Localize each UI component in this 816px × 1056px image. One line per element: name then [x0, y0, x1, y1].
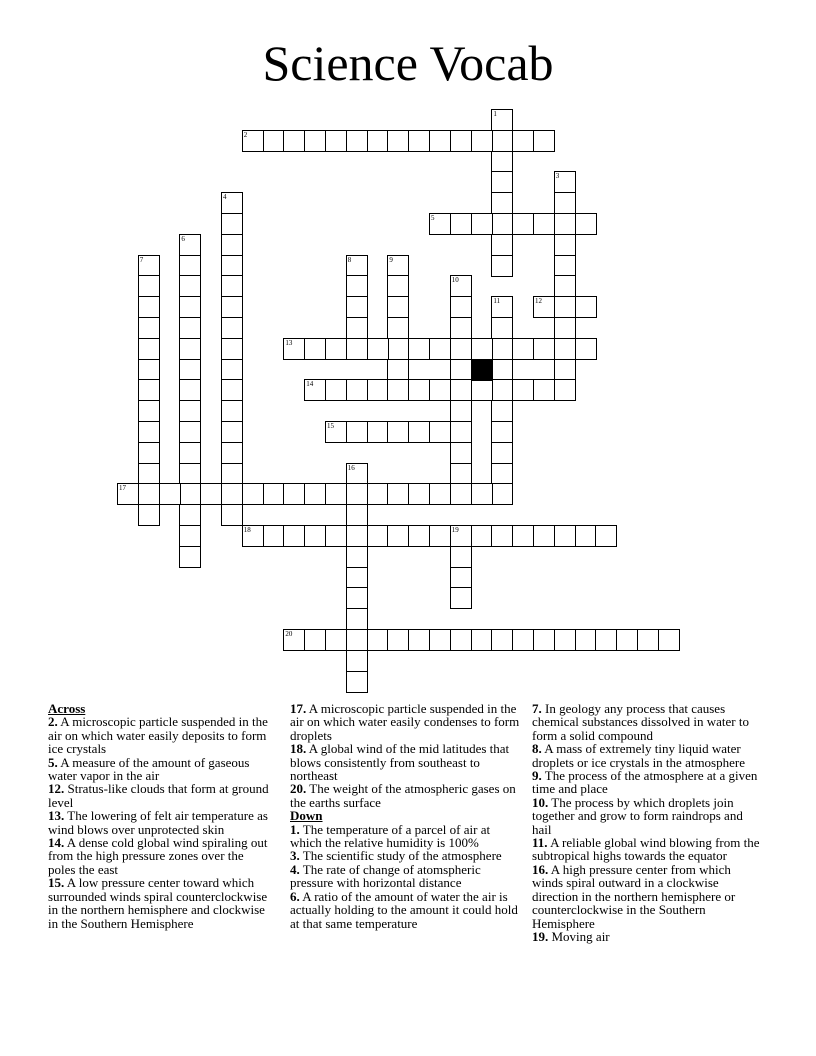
grid-cell[interactable]: [533, 296, 555, 318]
grid-cell[interactable]: [575, 629, 597, 651]
cell-number: 3: [555, 172, 560, 181]
grid-cell[interactable]: [221, 338, 243, 360]
clue-across-17: 17. A microscopic particle suspended in the air on which water easily condenses to form droplets: [290, 701, 520, 743]
grid-cell[interactable]: [533, 525, 555, 547]
grid-cell[interactable]: [533, 338, 555, 360]
grid-cell[interactable]: [512, 525, 534, 547]
grid-cell[interactable]: [242, 525, 264, 547]
grid-cell[interactable]: [575, 525, 597, 547]
clue-down-11: 11. A reliable global wind blowing from the subtropical highs towards the equator: [532, 835, 760, 864]
grid-cell[interactable]: [512, 338, 534, 360]
grid-cell[interactable]: [450, 442, 472, 464]
cell-number: 6: [181, 234, 185, 243]
grid-cell[interactable]: [221, 275, 243, 297]
grid-cell[interactable]: [283, 483, 305, 505]
grid-cell[interactable]: [450, 296, 472, 318]
grid-cell[interactable]: [387, 317, 409, 339]
grid-black-cell: [471, 359, 493, 381]
grid-cell[interactable]: [450, 338, 472, 360]
grid-cell[interactable]: [346, 130, 368, 152]
grid-cell[interactable]: [221, 442, 243, 464]
grid-cell[interactable]: [346, 255, 368, 277]
grid-cell[interactable]: [491, 151, 513, 173]
grid-cell[interactable]: [179, 234, 201, 256]
grid-cell[interactable]: [367, 421, 389, 443]
grid-cell[interactable]: [179, 525, 201, 547]
clue-down-3: 3. The scientific study of the atmosphere: [290, 848, 502, 864]
grid-cell[interactable]: [179, 379, 201, 401]
grid-cell[interactable]: [179, 463, 201, 485]
grid-cell[interactable]: [387, 275, 409, 297]
grid-cell[interactable]: [346, 525, 368, 547]
cell-number: 10: [451, 276, 459, 285]
clue-column-3: [532, 702, 762, 943]
grid-cell[interactable]: [616, 629, 638, 651]
grid-cell[interactable]: [221, 463, 243, 485]
grid-cell[interactable]: [346, 504, 368, 526]
grid-cell[interactable]: [429, 525, 451, 547]
clue-across-5: 5. A measure of the amount of gaseous water vapor in the air: [48, 754, 250, 784]
clue-down-16: 16. A high pressure center from which winds spiral outward in a clockwise direction in the northern hemisphere or counterclockwise in the Southern Hemisphere: [532, 861, 736, 931]
grid-cell[interactable]: [138, 483, 160, 505]
clue-column-1: [48, 702, 274, 930]
grid-cell[interactable]: [325, 629, 347, 651]
grid-cell[interactable]: [387, 629, 409, 651]
grid-cell[interactable]: [408, 421, 430, 443]
grid-cell[interactable]: [491, 442, 513, 464]
grid-cell[interactable]: [554, 255, 576, 277]
grid-cell[interactable]: [346, 338, 368, 360]
grid-cell[interactable]: [179, 359, 201, 381]
cell-number: 2: [243, 130, 248, 139]
grid-cell[interactable]: [304, 130, 326, 152]
grid-cell[interactable]: [429, 421, 451, 443]
grid-cell[interactable]: [387, 255, 409, 277]
grid-cell[interactable]: [138, 255, 160, 277]
grid-cell[interactable]: [138, 421, 160, 443]
grid-cell[interactable]: [387, 359, 409, 381]
cell-number: 16: [347, 463, 355, 472]
grid-cell[interactable]: [367, 525, 389, 547]
clue-across-2: 2. A microscopic particle suspended in the air on which water easily deposits to form ice crystals: [48, 714, 268, 757]
grid-cell[interactable]: [450, 629, 472, 651]
grid-cell[interactable]: [179, 504, 201, 526]
grid-cell[interactable]: [450, 359, 472, 381]
grid-cell[interactable]: [387, 338, 409, 360]
grid-cell[interactable]: [221, 255, 243, 277]
grid-cell[interactable]: [533, 629, 555, 651]
clue-column-2: [290, 702, 520, 930]
grid-cell[interactable]: [491, 400, 513, 422]
grid-cell[interactable]: [450, 275, 472, 297]
grid-cell[interactable]: [159, 483, 181, 505]
grid-cell[interactable]: [533, 213, 555, 235]
grid-cell[interactable]: [450, 213, 472, 235]
grid-cell[interactable]: [387, 130, 409, 152]
cell-number: 4: [223, 193, 227, 202]
grid-cell[interactable]: [554, 171, 576, 193]
grid-cell[interactable]: [221, 296, 243, 318]
grid-cell[interactable]: [367, 130, 389, 152]
grid-cell[interactable]: [512, 379, 534, 401]
grid-cell[interactable]: [242, 483, 264, 505]
grid-cell[interactable]: [138, 296, 160, 318]
clue-across-18: 18. A global wind of the mid latitudes that blows consistently from southeast to northeast: [290, 741, 510, 784]
grid-cell[interactable]: [491, 338, 513, 360]
cell-number: 18: [243, 526, 251, 534]
grid-cell[interactable]: [283, 525, 305, 547]
grid-cell[interactable]: [263, 525, 285, 547]
cell-number: 1: [493, 110, 497, 118]
grid-cell[interactable]: [367, 483, 389, 505]
cell-number: 7: [139, 255, 144, 264]
grid-cell[interactable]: [450, 400, 472, 422]
grid-cell[interactable]: [283, 629, 305, 651]
grid-cell[interactable]: [408, 525, 430, 547]
grid-cell[interactable]: [179, 546, 201, 568]
clue-down-7: 7. In geology any process that causes chemical substances dissolved in water to form a solid compound: [532, 701, 749, 743]
grid-cell[interactable]: [304, 338, 326, 360]
grid-cell[interactable]: [491, 359, 513, 381]
grid-cell[interactable]: [450, 483, 472, 505]
grid-cell[interactable]: [512, 629, 534, 651]
grid-cell[interactable]: [325, 483, 347, 505]
grid-cell[interactable]: [221, 192, 243, 214]
grid-cell[interactable]: [325, 525, 347, 547]
grid-cell[interactable]: [450, 130, 472, 152]
grid-cell[interactable]: [450, 317, 472, 339]
grid-cell[interactable]: [387, 421, 409, 443]
grid-cell[interactable]: [138, 442, 160, 464]
grid-cell[interactable]: [554, 275, 576, 297]
grid-cell[interactable]: [637, 629, 659, 651]
clue-down-19: 19. Moving air: [532, 928, 610, 944]
grid-cell[interactable]: [554, 213, 576, 235]
grid-cell[interactable]: [263, 483, 285, 505]
grid-cell[interactable]: [304, 483, 326, 505]
clue-down-8: 8. A mass of extremely tiny liquid water droplets or ice crystals in the atmosphere: [532, 741, 745, 770]
grid-cell[interactable]: [367, 338, 389, 360]
grid-cell[interactable]: [471, 130, 493, 152]
grid-cell[interactable]: [346, 317, 368, 339]
cell-number: 19: [451, 526, 459, 534]
clue-down-10: 10. The process by which droplets join together and grow to form raindrops and hail: [532, 794, 743, 837]
grid-cell[interactable]: [491, 421, 513, 443]
grid-cell[interactable]: [491, 296, 513, 318]
grid-cell[interactable]: [346, 567, 368, 589]
grid-cell[interactable]: [325, 338, 347, 360]
grid-cell[interactable]: [471, 525, 493, 547]
grid-cell[interactable]: [575, 213, 597, 235]
clue-down-9: 9. The process of the atmosphere at a given time and place: [532, 768, 758, 797]
cell-number: 9: [389, 255, 393, 264]
grid-cell[interactable]: [429, 338, 451, 360]
grid-cell[interactable]: [221, 421, 243, 443]
clue-down-6: 6. A ratio of the amount of water the air is actually holding to the amount it could hold at that same temperature: [290, 888, 518, 931]
grid-cell[interactable]: [429, 213, 451, 235]
grid-cell[interactable]: [575, 296, 597, 318]
grid-cell[interactable]: [346, 483, 368, 505]
grid-cell[interactable]: [221, 379, 243, 401]
grid-cell[interactable]: [138, 400, 160, 422]
grid-cell[interactable]: [533, 130, 555, 152]
cell-number: 14: [306, 380, 314, 389]
grid-cell[interactable]: [408, 629, 430, 651]
grid-cell[interactable]: [554, 192, 576, 214]
grid-cell[interactable]: [304, 525, 326, 547]
grid-cell[interactable]: [179, 421, 201, 443]
grid-cell[interactable]: [346, 671, 368, 693]
grid-cell[interactable]: [346, 629, 368, 651]
grid-cell[interactable]: [179, 255, 201, 277]
grid-cell[interactable]: [138, 379, 160, 401]
cell-number: 15: [327, 422, 334, 430]
grid-cell[interactable]: [408, 338, 430, 360]
grid-cell[interactable]: [491, 109, 513, 131]
grid-cell[interactable]: [179, 275, 201, 297]
grid-cell[interactable]: [346, 463, 368, 485]
grid-cell[interactable]: [117, 483, 139, 505]
grid-cell[interactable]: [367, 379, 389, 401]
grid-cell[interactable]: [491, 255, 513, 277]
grid-cell[interactable]: [283, 338, 305, 360]
page-title: Science Vocab: [262, 35, 554, 91]
grid-cell[interactable]: [346, 587, 368, 609]
grid-cell[interactable]: [408, 130, 430, 152]
grid-cell[interactable]: [408, 483, 430, 505]
grid-cell[interactable]: [221, 400, 243, 422]
grid-cell[interactable]: [471, 483, 493, 505]
grid-cell[interactable]: [346, 650, 368, 672]
grid-cell[interactable]: [221, 483, 243, 505]
grid-cell[interactable]: [325, 421, 347, 443]
clue-down-1: 1. The temperature of a parcel of air at which the relative humidity is 100%: [290, 821, 491, 851]
grid-cell[interactable]: [138, 275, 160, 297]
grid-cell[interactable]: [346, 421, 368, 443]
grid-cell[interactable]: [179, 338, 201, 360]
grid-cell[interactable]: [595, 525, 617, 547]
grid-cell[interactable]: [221, 234, 243, 256]
grid-cell[interactable]: [325, 379, 347, 401]
grid-cell[interactable]: [138, 504, 160, 526]
grid-cell[interactable]: [450, 546, 472, 568]
grid-cell[interactable]: [450, 525, 472, 547]
grid-cell[interactable]: [471, 338, 493, 360]
grid-cell[interactable]: [179, 442, 201, 464]
grid-cell[interactable]: [491, 192, 513, 214]
grid-cell[interactable]: [429, 483, 451, 505]
grid-cell[interactable]: [595, 629, 617, 651]
grid-cell[interactable]: [512, 130, 534, 152]
grid-cell[interactable]: [554, 379, 576, 401]
grid-cell[interactable]: [450, 379, 472, 401]
grid-cell[interactable]: [138, 463, 160, 485]
grid-cell[interactable]: [221, 213, 243, 235]
cell-number: 8: [347, 255, 352, 264]
grid-cell[interactable]: [554, 629, 576, 651]
grid-cell[interactable]: [242, 130, 264, 152]
grid-cell[interactable]: [221, 504, 243, 526]
cell-number: 12: [535, 297, 542, 306]
grid-cell[interactable]: [491, 234, 513, 256]
grid-cell[interactable]: [554, 317, 576, 339]
grid-cell[interactable]: [179, 317, 201, 339]
cell-number: 13: [285, 338, 293, 347]
grid-cell[interactable]: [179, 483, 201, 505]
cell-number: 20: [285, 630, 293, 638]
grid-cell[interactable]: [554, 234, 576, 256]
grid-cell[interactable]: [491, 171, 513, 193]
clue-across-12: 12. Stratus-like clouds that form at ground level: [48, 781, 269, 810]
grid-cell[interactable]: [138, 338, 160, 360]
clue-down-4: 4. The rate of change of atomspheric pressure with horizontal distance: [290, 861, 481, 891]
grid-cell[interactable]: [304, 379, 326, 401]
grid-cell[interactable]: [200, 483, 222, 505]
grid-cell[interactable]: [450, 463, 472, 485]
across-heading: Across: [48, 701, 86, 716]
grid-cell[interactable]: [346, 608, 368, 630]
clue-across-13: 13. The lowering of felt air temperature as wind blows over unprotected skin: [48, 808, 268, 837]
grid-cell[interactable]: [554, 338, 576, 360]
grid-cell[interactable]: [491, 629, 513, 651]
grid-cell[interactable]: [387, 379, 409, 401]
clue-across-20: 20. The weight of the atmospheric gases on the earths surface: [290, 781, 516, 810]
grid-cell[interactable]: [408, 379, 430, 401]
grid-cell[interactable]: [221, 359, 243, 381]
grid-cell[interactable]: [429, 379, 451, 401]
grid-cell[interactable]: [554, 525, 576, 547]
grid-cell[interactable]: [575, 338, 597, 360]
grid-cell[interactable]: [554, 296, 576, 318]
grid-cell[interactable]: [179, 296, 201, 318]
grid-cell[interactable]: [491, 483, 513, 505]
grid-cell[interactable]: [450, 567, 472, 589]
grid-cell[interactable]: [471, 629, 493, 651]
grid-cell[interactable]: [387, 296, 409, 318]
grid-cell[interactable]: [471, 379, 493, 401]
grid-cell[interactable]: [491, 130, 513, 152]
grid-cell[interactable]: [554, 359, 576, 381]
grid-cell[interactable]: [450, 587, 472, 609]
grid-cell[interactable]: [471, 213, 493, 235]
grid-cell[interactable]: [429, 130, 451, 152]
down-heading: Down: [290, 808, 323, 824]
grid-cell[interactable]: [283, 130, 305, 152]
grid-cell[interactable]: [346, 296, 368, 318]
grid-cell[interactable]: [429, 629, 451, 651]
grid-cell[interactable]: [304, 629, 326, 651]
grid-cell[interactable]: [387, 483, 409, 505]
grid-cell[interactable]: [533, 379, 555, 401]
cell-number: 11: [493, 297, 501, 306]
grid-cell[interactable]: [346, 275, 368, 297]
grid-cell[interactable]: [450, 421, 472, 443]
cell-number: 5: [431, 214, 435, 222]
grid-cell[interactable]: [346, 379, 368, 401]
grid-cell[interactable]: [138, 317, 160, 339]
grid-cell[interactable]: [346, 546, 368, 568]
grid-cell[interactable]: [491, 525, 513, 547]
grid-cell[interactable]: [367, 629, 389, 651]
grid-cell[interactable]: [512, 213, 534, 235]
grid-cell[interactable]: [221, 317, 243, 339]
cell-number: 17: [119, 484, 126, 493]
grid-cell[interactable]: [491, 463, 513, 485]
grid-cell[interactable]: [179, 400, 201, 422]
grid-cell[interactable]: [138, 359, 160, 381]
grid-cell[interactable]: [658, 629, 680, 651]
grid-cell[interactable]: [491, 379, 513, 401]
grid-cell[interactable]: [387, 525, 409, 547]
grid-cell[interactable]: [263, 130, 285, 152]
clue-across-15: 15. A low pressure center toward which surrounded winds spiral counterclockwise in the northern hemisphere and clockwise in the Southern Hemisphere: [48, 875, 268, 931]
grid-cell[interactable]: [491, 213, 513, 235]
grid-cell[interactable]: [491, 317, 513, 339]
grid-cell[interactable]: [325, 130, 347, 152]
clue-across-14: 14. A dense cold global wind spiraling out from the high pressure zones over the poles the east: [48, 835, 268, 877]
